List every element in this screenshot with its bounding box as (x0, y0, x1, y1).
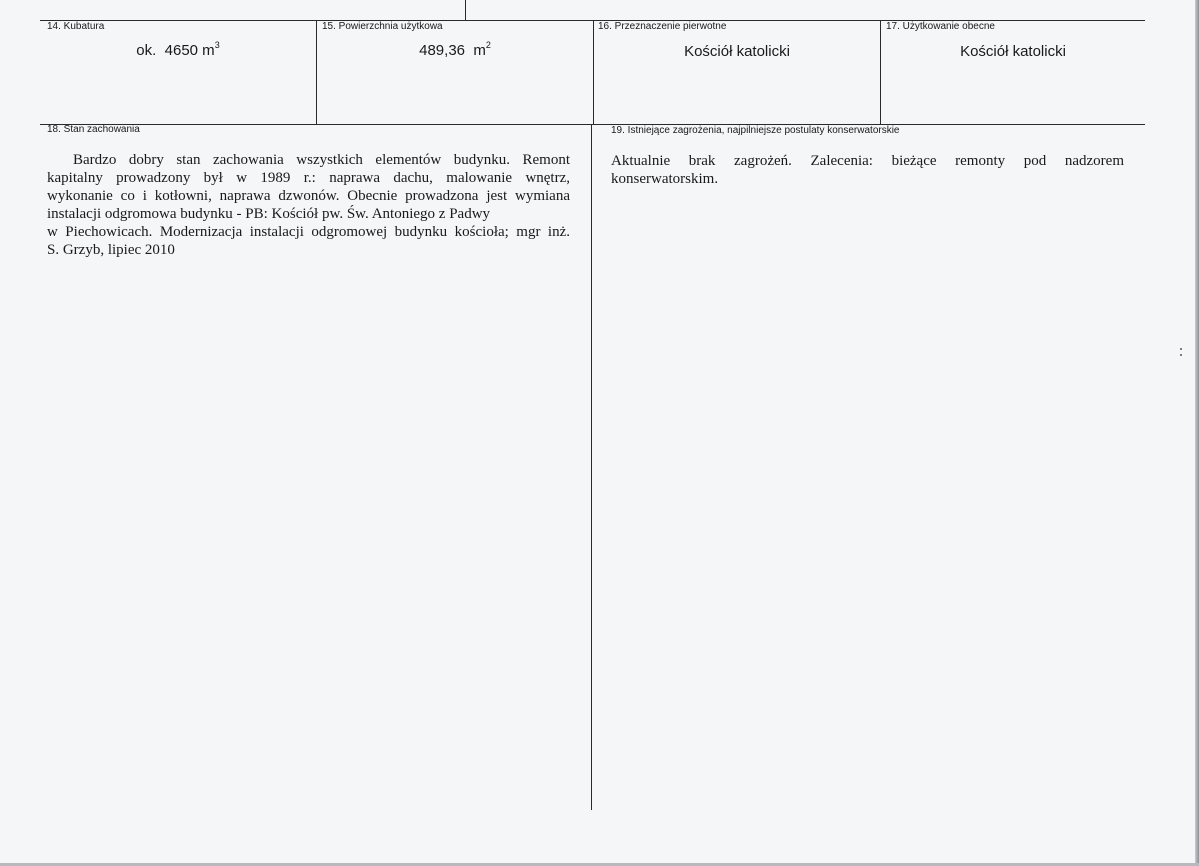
top-stub (465, 0, 466, 20)
stan-zachowania-line: kapitalny prowadzony był w 1989 r.: naprawa dachu, malowanie wnętrz, (47, 170, 570, 186)
zagrozenia-text (611, 152, 1124, 188)
kubatura-value (40, 42, 316, 60)
stan-zachowania-line: w Piechowicach. Modernizacja instalacji odgromowej budynku kościoła; mgr inż. (47, 224, 570, 240)
zagrozenia-line: konserwatorskim. (611, 171, 719, 187)
powierzchnia-unit-exponent: 2 (485, 40, 491, 50)
stan-zachowania-line: S. Grzyb, lipiec 2010 (47, 242, 175, 258)
stan-zachowania-text (47, 151, 570, 259)
powierzchnia-value-text: 489,36 m (419, 42, 486, 59)
middle-rule (40, 124, 1145, 125)
scan-speck (1180, 348, 1182, 350)
divider-15-16 (593, 20, 594, 124)
zagrozenia-line: Aktualnie brak zagrożeń. Zalecenia: bieżące remonty pod nadzorem (611, 153, 1124, 169)
divider-16-17 (880, 20, 881, 124)
kubatura-unit-exponent: 3 (214, 40, 220, 50)
uzytkowanie-value: Kościół katolicki (960, 43, 1066, 60)
divider-14-15 (316, 20, 317, 124)
przeznaczenie-value: Kościół katolicki (684, 43, 790, 60)
divider-18-19 (591, 124, 592, 810)
kubatura-label: 14. Kubatura (47, 21, 105, 32)
scan-speck (1180, 354, 1182, 356)
powierzchnia-value (317, 42, 593, 60)
zagrozenia-label: 19. Istniejące zagrożenia, najpilniejsze postulaty konserwatorskie (611, 125, 900, 136)
kubatura-value-text: ok. 4650 m (136, 42, 215, 59)
stan-zachowania-line: instalacji odgromowa budynku - PB: Kościół pw. Św. Antoniego z Padwy (47, 206, 491, 222)
przeznaczenie-label: 16. Przeznaczenie pierwotne (598, 21, 727, 32)
stan-zachowania-line: Bardzo dobry stan zachowania wszystkich elementów budynku. Remont (73, 152, 570, 168)
stan-zachowania-line: wykonanie co i kotłowni, naprawa dzwonów. Obecnie prowadzona jest wymiana (47, 188, 570, 204)
stan-zachowania-label: 18. Stan zachowania (47, 124, 140, 135)
page-edge-shadow (1195, 0, 1199, 866)
powierzchnia-label: 15. Powierzchnia użytkowa (322, 21, 443, 32)
uzytkowanie-label: 17. Użytkowanie obecne (886, 21, 995, 32)
